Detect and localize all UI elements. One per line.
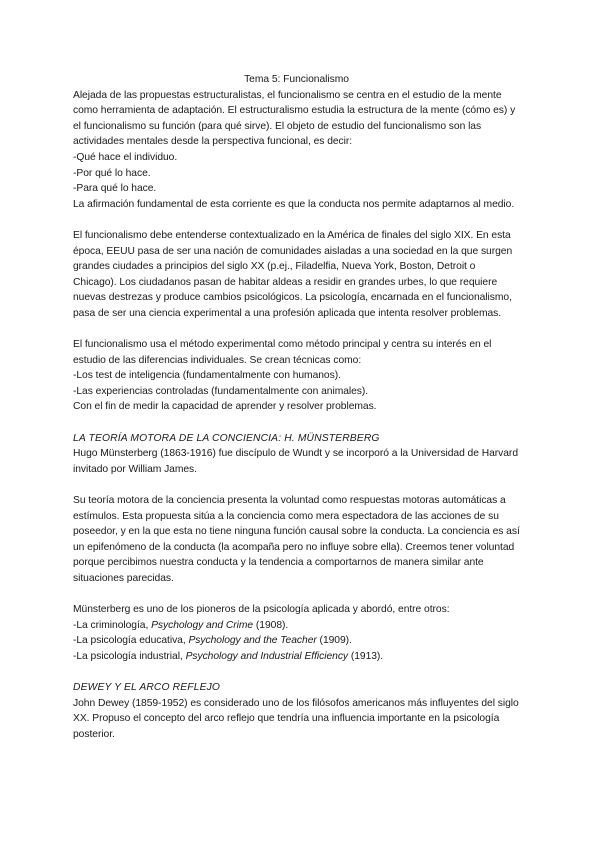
method-paragraph: El funcionalismo usa el método experimental como método principal y centra su interés en el estudio de las diferencias individuales. Se crean técnicas como: <box>73 339 492 366</box>
work-item: -La criminología, Psychology and Crime (1908). <box>73 619 289 631</box>
work-title: Psychology and Industrial Efficiency <box>185 650 349 662</box>
work-title: Psychology and the Teacher <box>188 635 317 647</box>
dewey-paragraph: John Dewey (1859-1952) es considerado uno de los filósofos americanos más influyentes del siglo XX. Propuso el concepto del arco reflejo que tendría una influencia importante en la psicología posterior. <box>73 697 519 740</box>
list-item: -Los test de inteligencia (fundamentalmente con humanos). <box>73 370 341 382</box>
munsterberg-applied: Münsterberg es uno de los pioneros de la psicología aplicada y abordó, entre otros: <box>73 604 450 616</box>
context-paragraph: El funcionalismo debe entenderse contextualizado en la América de finales del siglo XIX. En esta época, EEUU pasa de ser una nación de comunidades aisladas a una sociedad en la que surgen grandes ciudades a principios del siglo XX (p.ej., Filadelfia, Nueva York, Boston, Detroit o Chicago). Los ciudadanos pasan de habitar aldeas a residir en grandes urbes, lo que requiere nuevas destrezas y produce cambios psicológicos. La psicología, encarnada en el funcionalismo, pasa de ser una ciencia experimental a una profesión aplicada que intenta resolver problemas. <box>73 229 513 319</box>
list-item: -Las experiencias controladas (fundamentalmente con animales). <box>73 385 369 397</box>
intro-conclusion: La afirmación fundamental de esta corriente es que la conducta nos permite adaptarnos al medio. <box>73 198 515 210</box>
munsterberg-theory: Su teoría motora de la conciencia presenta la voluntad como respuestas motoras automáticas a estímulos. Esta propuesta sitúa a la conciencia como mera espectadora de las acciones de su poseedor, y en la que esta no tiene ninguna función causal sobre la conducta. La conciencia es así un epifenómeno de la conducta (la acompaña pero no influye sobre ella). Creemos tener voluntad porque percibimos nuestra conducta y la tendencia a comportarnos de manera similar ante situaciones parecidas. <box>73 495 520 584</box>
list-item: -Por qué lo hace. <box>73 167 151 179</box>
intro-paragraph: Alejada de las propuestas estructuralistas, el funcionalismo se centra en el estudio de la mente como herramienta de adaptación. El estructuralismo estudia la estructura de la mente (cómo es) y el funcionalismo su función (para qué sirve). El objeto de estudio del funcionalismo son las actividades mentales desde la perspectiva funcional, es decir: <box>73 89 516 148</box>
munsterberg-bio: Hugo Münsterberg (1863-1916) fue discípulo de Wundt y se incorporó a la Universidad de Harvard invitado por William James. <box>73 448 518 475</box>
page-title: Tema 5: Funcionalismo <box>244 74 349 85</box>
section-heading-dewey: DEWEY Y EL ARCO REFLEJO <box>73 682 221 694</box>
section-heading-munsterberg: LA TEORÍA MOTORA DE LA CONCIENCIA: H. MÜNSTERBERG <box>73 432 380 444</box>
list-item: -Para qué lo hace. <box>73 183 157 195</box>
work-item: -La psicología industrial, Psychology and Industrial Efficiency (1913). <box>73 650 384 662</box>
work-item: -La psicología educativa, Psychology and the Teacher (1909). <box>73 635 352 647</box>
method-conclusion: Con el fin de medir la capacidad de aprender y resolver problemas. <box>73 401 377 413</box>
list-item: -Qué hace el individuo. <box>73 151 178 163</box>
work-title: Psychology and Crime <box>151 619 254 631</box>
